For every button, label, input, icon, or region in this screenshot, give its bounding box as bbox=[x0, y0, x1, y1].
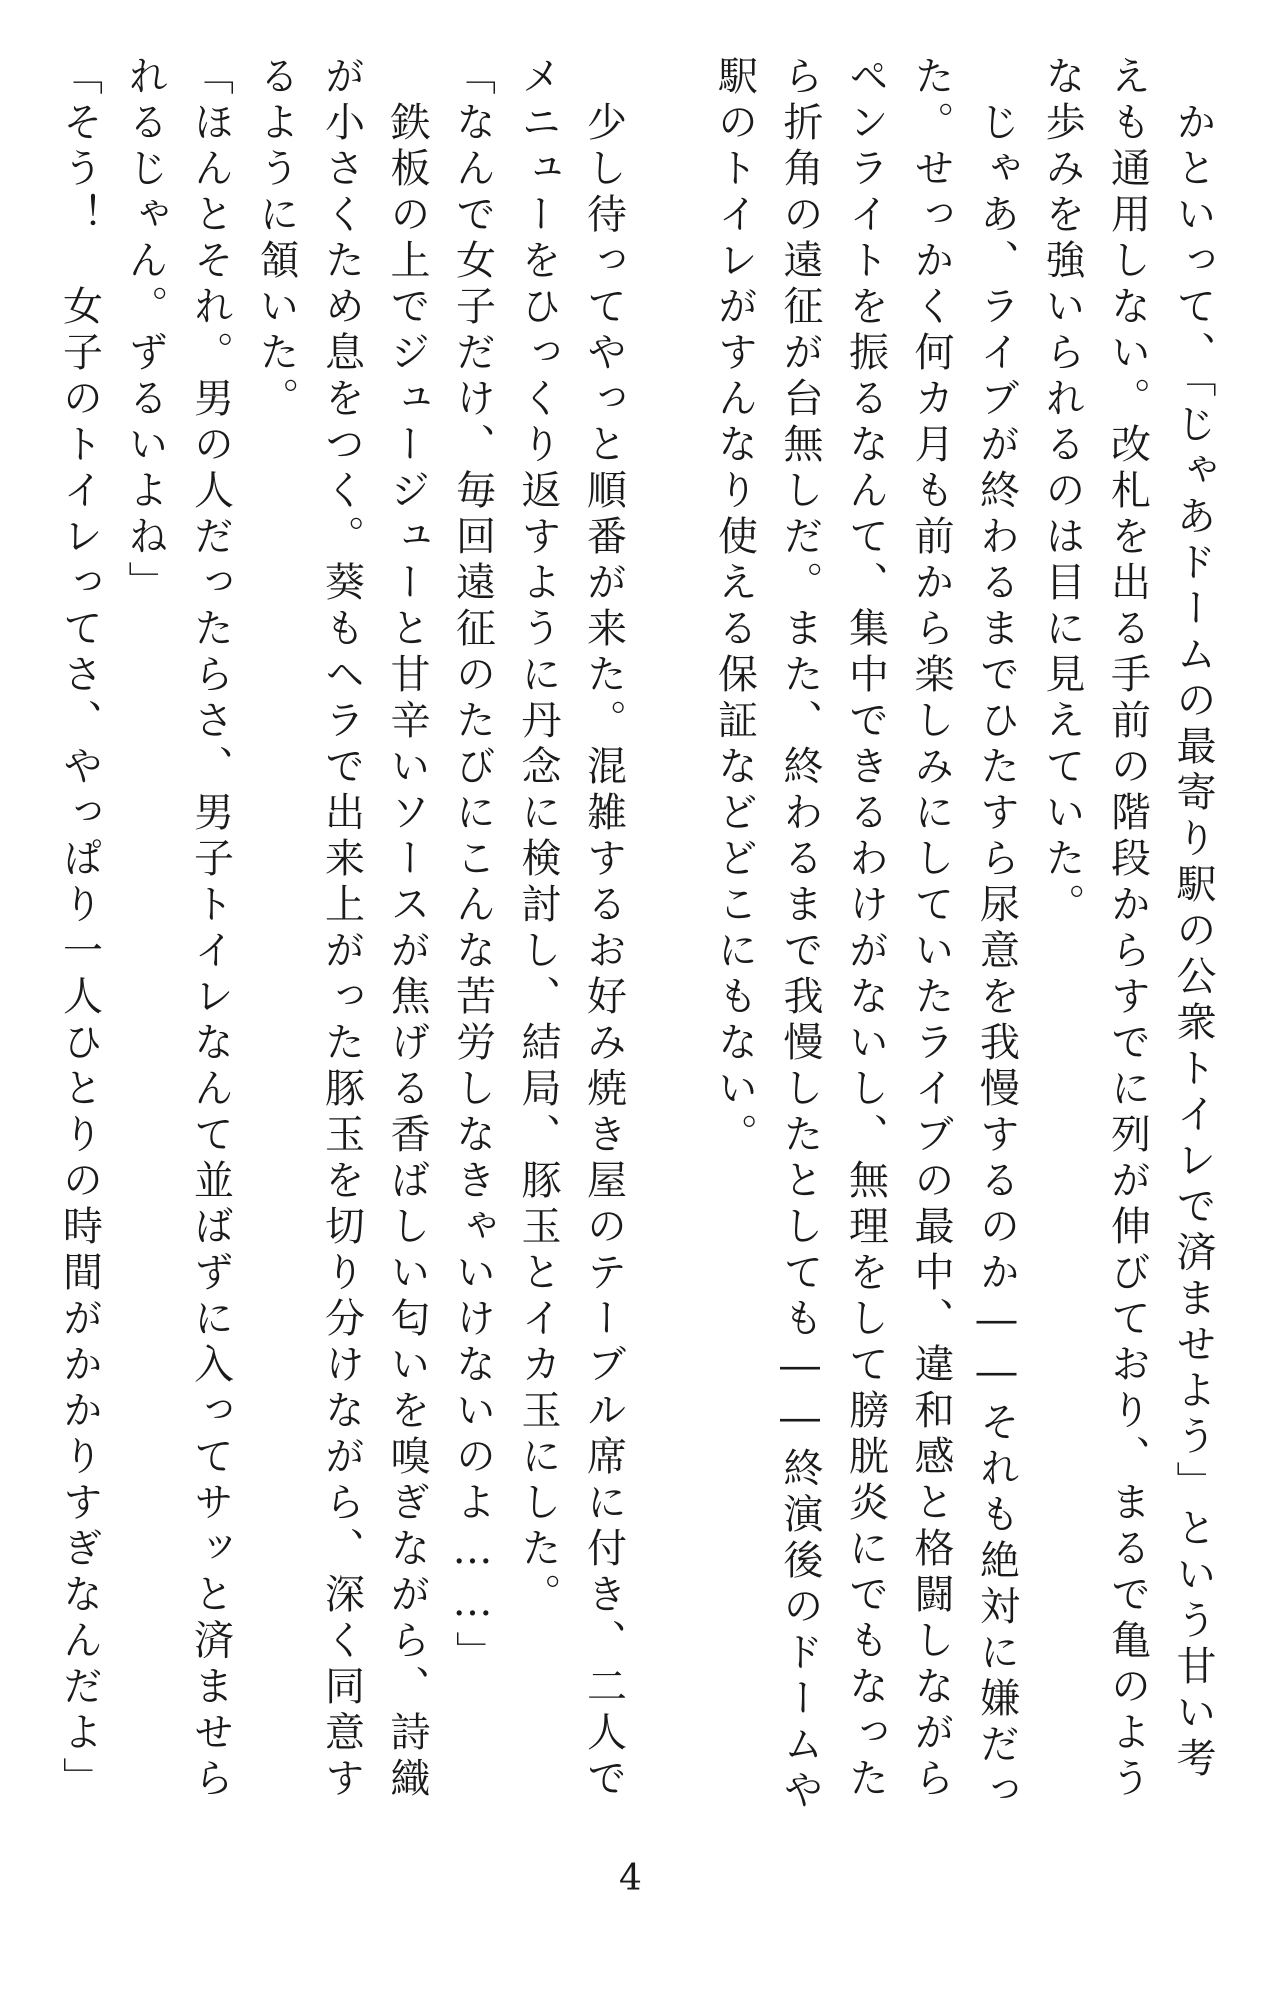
text-line: が小さくため息をつく。葵もヘラで出来上がった豚玉を切り分けながら、深く同意す bbox=[318, 55, 365, 1803]
text-line: た。せっかく何カ月も前から楽しみにしていたライブの最中、違和感と格闘しながら bbox=[908, 55, 954, 1803]
text-line: 鉄板の上でジュージューと甘辛いソースが焦げる香ばしい匂いを嗅ぎながら、詩織 bbox=[384, 55, 430, 1803]
text-line: れるじゃん。ずるいよね」 bbox=[122, 55, 168, 607]
text-line: 「そう！ 女子のトイレってさ、やっぱり一人ひとりの時間がかかりすぎなんだよ」 bbox=[56, 55, 103, 1803]
text-line: 「なんで女子だけ、毎回遠征のたびにこんな苦労しなきゃいけないのよ……」 bbox=[449, 55, 496, 1677]
vertical-text-body bbox=[55, 55, 1225, 1815]
text-line: えも通用しない。改札を出る手前の階段からすでに列が伸びており、まるで亀のよう bbox=[1104, 55, 1151, 1803]
text-line: ら折角の遠征が台無しだ。また、終わるまで我慢したとしても――終演後のドームや bbox=[777, 55, 823, 1815]
text-line: るように頷いた。 bbox=[253, 55, 299, 423]
text-line: な歩みを強いられるのは目に見えていた。 bbox=[1039, 55, 1085, 929]
text-line: 「ほんとそれ。男の人だったらさ、男子トイレなんて並ばずに入ってサッと済ませら bbox=[187, 55, 234, 1803]
text-line: ペンライトを振るなんて、集中できるわけがないし、無理をして膀胱炎にでもなった bbox=[842, 55, 889, 1803]
blank-line bbox=[636, 55, 702, 1815]
text-line: じゃあ、ライブが終わるまでひたすら尿意を我慢するのか――それも絶対に嫌だっ bbox=[973, 55, 1020, 1815]
page-number: 4 bbox=[619, 1858, 642, 1899]
text-line: 少し待ってやっと順番が来た。混雑するお好み焼き屋のテーブル席に付き、二人で bbox=[580, 55, 627, 1803]
text-line: かといって、「じゃあドームの最寄り駅の公衆トイレで済ませよう」という甘い考 bbox=[1170, 55, 1216, 1783]
text-line: メニューをひっくり返すように丹念に検討し、結局、豚玉とイカ玉にした。 bbox=[515, 55, 561, 1619]
text-line: 駅のトイレがすんなり使える保証などどこにもない。 bbox=[711, 55, 758, 1159]
